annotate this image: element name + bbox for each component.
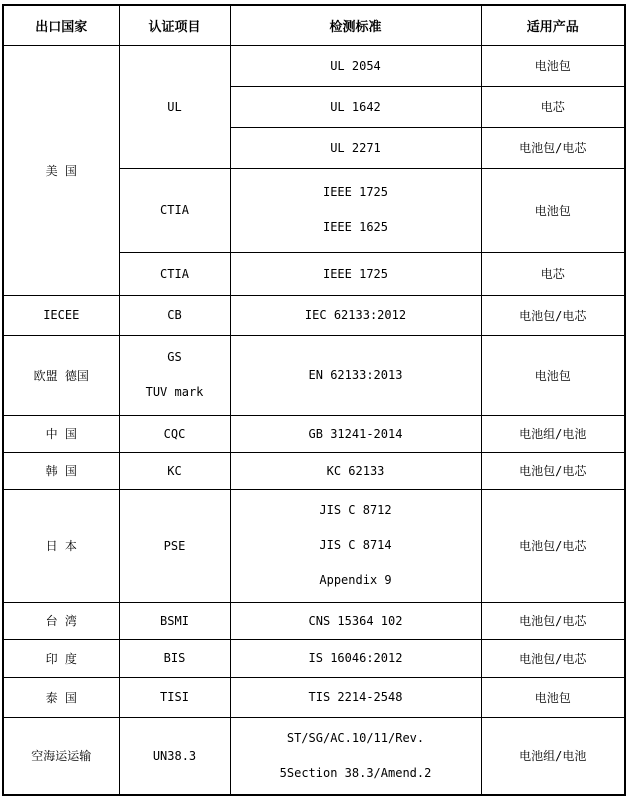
- standard-cell: IEEE 1725: [230, 252, 481, 295]
- standard-line: Appendix 9: [319, 573, 392, 587]
- standard-cell: IS 16046:2012: [230, 639, 481, 677]
- cert-cell-un383: UN38.3: [119, 717, 230, 795]
- country-cell-eu-germany: 欧盟 德国: [3, 335, 119, 415]
- table-row: [3, 489, 625, 602]
- cert-cell-gs-tuv: [119, 335, 230, 415]
- cert-cell-bsmi: BSMI: [119, 602, 230, 639]
- country-cell-transport: 空海运运输: [3, 717, 119, 795]
- table-row: [3, 717, 625, 795]
- product-cell: 电池包/电芯: [481, 452, 625, 489]
- country-cell-thailand: 泰 国: [3, 677, 119, 717]
- table-row: [3, 452, 625, 489]
- standard-cell: EN 62133:2013: [230, 335, 481, 415]
- product-cell: 电池包: [481, 168, 625, 252]
- cert-line: TUV mark: [145, 385, 204, 399]
- standard-line: JIS C 8712: [319, 503, 392, 517]
- standard-line: IEEE 1725: [322, 185, 389, 199]
- standard-cell: IEC 62133:2012: [230, 295, 481, 335]
- product-cell: 电池组/电池: [481, 415, 625, 452]
- standard-line: 5Section 38.3/Amend.2: [279, 765, 432, 780]
- product-cell: 电池包: [481, 677, 625, 717]
- product-cell: 电池包/电芯: [481, 127, 625, 168]
- product-cell: 电池包: [481, 335, 625, 415]
- table-row: [3, 335, 625, 415]
- cert-cell-ctia-pack: CTIA: [119, 168, 230, 252]
- cert-cell-ctia-cell: CTIA: [119, 252, 230, 295]
- country-cell-india: 印 度: [3, 639, 119, 677]
- standard-cell: TIS 2214-2548: [230, 677, 481, 717]
- cert-cell-cb: CB: [119, 295, 230, 335]
- standard-cell: UL 1642: [230, 86, 481, 127]
- product-cell: 电芯: [481, 252, 625, 295]
- standard-cell: GB 31241-2014: [230, 415, 481, 452]
- product-cell: 电芯: [481, 86, 625, 127]
- standard-cell: [230, 168, 481, 252]
- certification-table: [2, 4, 626, 796]
- table-row: [3, 677, 625, 717]
- country-cell-usa: 美 国: [3, 45, 119, 295]
- product-cell: 电池包/电芯: [481, 639, 625, 677]
- country-cell-korea: 韩 国: [3, 452, 119, 489]
- product-cell: 电池包/电芯: [481, 489, 625, 602]
- standard-cell: KC 62133: [230, 452, 481, 489]
- cert-cell-cqc: CQC: [119, 415, 230, 452]
- product-cell: 电池包/电芯: [481, 602, 625, 639]
- standard-cell: [230, 489, 481, 602]
- country-cell-taiwan: 台 湾: [3, 602, 119, 639]
- country-cell-china: 中 国: [3, 415, 119, 452]
- standard-line: ST/SG/AC.10/11/Rev.: [286, 730, 425, 745]
- table-row: [3, 415, 625, 452]
- cert-cell-pse: PSE: [119, 489, 230, 602]
- product-cell: 电池包/电芯: [481, 295, 625, 335]
- country-cell-japan: 日 本: [3, 489, 119, 602]
- cert-cell-kc: KC: [119, 452, 230, 489]
- table-row: [3, 602, 625, 639]
- country-cell-iecee: IECEE: [3, 295, 119, 335]
- table-row: [3, 639, 625, 677]
- product-cell: 电池组/电池: [481, 717, 625, 795]
- cert-cell-tisi: TISI: [119, 677, 230, 717]
- standard-cell: [230, 717, 481, 795]
- cert-line: GS: [167, 350, 182, 364]
- header-testing-standard: 检测标准: [230, 5, 481, 45]
- table-row: [3, 45, 625, 86]
- standard-cell: CNS 15364 102: [230, 602, 481, 639]
- standard-line: JIS C 8714: [319, 538, 392, 552]
- header-applicable-product: 适用产品: [481, 5, 625, 45]
- standard-line: IEEE 1625: [322, 220, 389, 234]
- cert-cell-ul: UL: [119, 45, 230, 168]
- cert-cell-bis: BIS: [119, 639, 230, 677]
- header-row: [3, 5, 625, 45]
- standard-cell: UL 2054: [230, 45, 481, 86]
- header-certification-project: 认证项目: [119, 5, 230, 45]
- product-cell: 电池包: [481, 45, 625, 86]
- standard-cell: UL 2271: [230, 127, 481, 168]
- header-export-country: 出口国家: [3, 5, 119, 45]
- table-row: [3, 295, 625, 335]
